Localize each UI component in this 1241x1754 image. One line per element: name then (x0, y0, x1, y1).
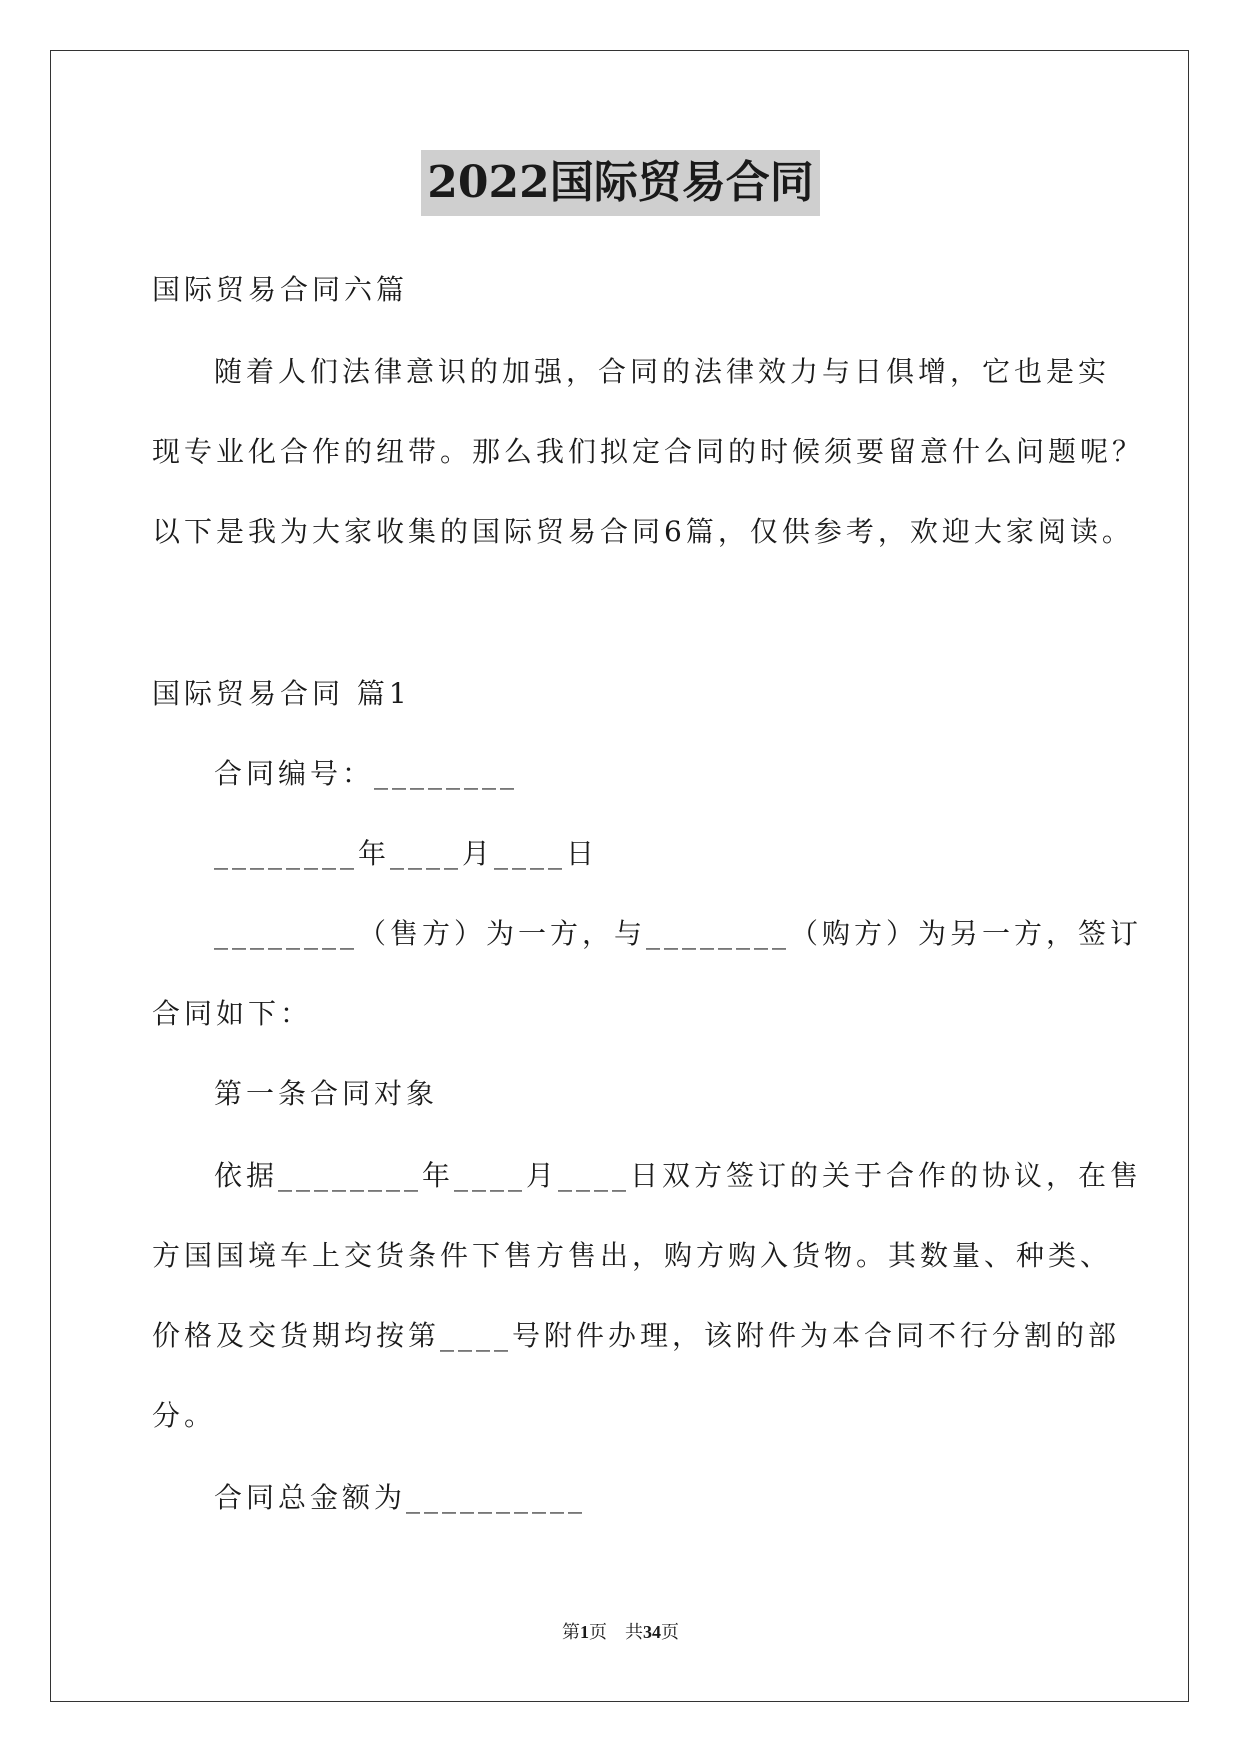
footer-page-mid: 页 共 (589, 1622, 643, 1642)
page-footer (0, 1620, 1241, 1644)
section-heading: 国际贸易合同 篇1 (152, 677, 411, 710)
document-title: 2022国际贸易合同 (421, 150, 819, 216)
footer-page-prefix: 第 (562, 1622, 580, 1642)
article1-line-4: 分。 (152, 1399, 217, 1432)
document-title-wrapper (0, 150, 1241, 216)
footer-page-number: 1 (580, 1622, 589, 1642)
article1-line-3: 价格及交货期均按第____号附件办理，该附件为本合同不行分割的部 (152, 1319, 1121, 1352)
subtitle: 国际贸易合同六篇 (152, 273, 409, 306)
parties-line-2: 合同如下： (152, 997, 313, 1030)
date-line: ________年____月____日 (214, 837, 599, 870)
footer-page-total: 34 (643, 1622, 661, 1642)
article1-line-1: 依据________年____月____日双方签订的关于合作的协议，在售 (214, 1159, 1143, 1192)
article1-line-2: 方国国境车上交货条件下售方售出，购方购入货物。其数量、种类、 (152, 1239, 1113, 1272)
article1-heading: 第一条合同对象 (214, 1077, 439, 1110)
intro-line-1: 随着人们法律意识的加强，合同的法律效力与日俱增，它也是实 (214, 355, 1111, 388)
total-amount-line: 合同总金额为__________ (214, 1481, 587, 1514)
footer-page-suffix: 页 (661, 1622, 679, 1642)
contract-number-line: 合同编号：________ (214, 757, 519, 790)
intro-line-2: 现专业化合作的纽带。那么我们拟定合同的时候须要留意什么问题呢？ (152, 435, 1145, 468)
intro-line-3: 以下是我为大家收集的国际贸易合同6篇，仅供参考，欢迎大家阅读。 (152, 515, 1134, 548)
parties-line-1: ________（售方）为一方，与________（购方）为另一方，签订 (214, 917, 1143, 950)
